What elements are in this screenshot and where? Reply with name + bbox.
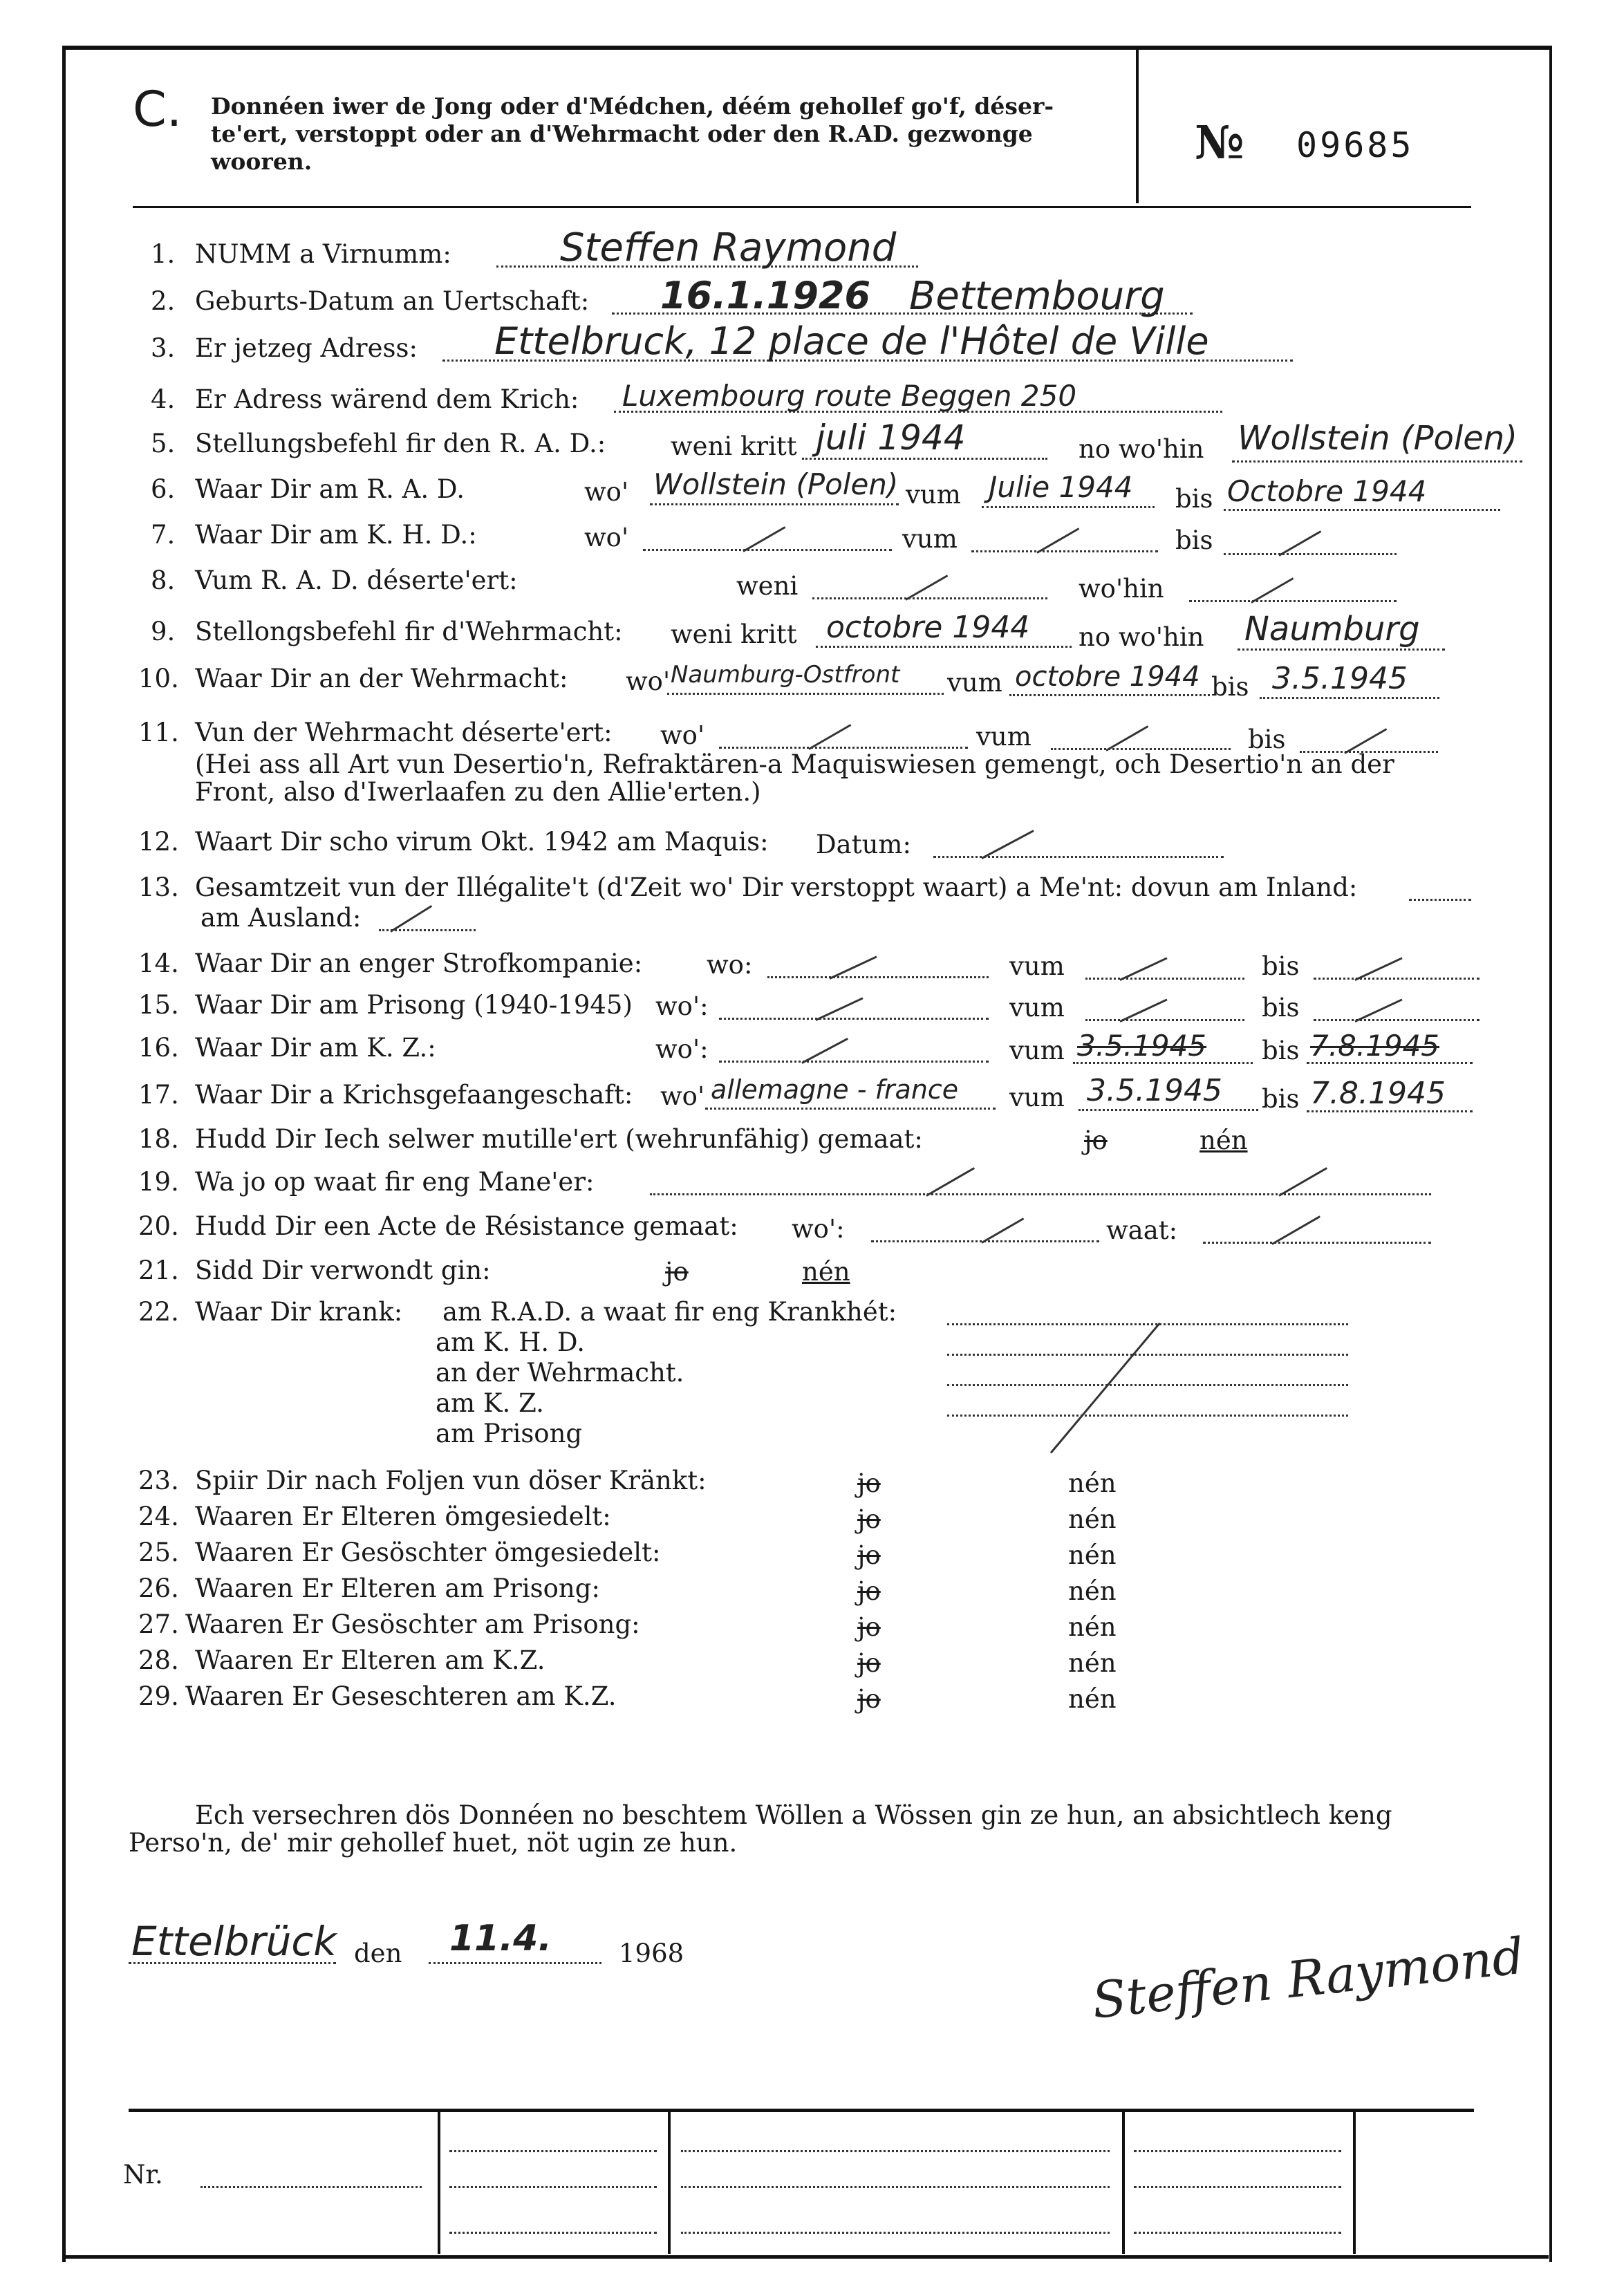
item-9-when-line xyxy=(816,646,1072,648)
item-17-wo: allemagne - france xyxy=(711,1074,959,1105)
item-28-jo: jo xyxy=(857,1648,881,1678)
item-11-wo-line xyxy=(719,747,968,749)
item-25-nen: nén xyxy=(1068,1540,1117,1570)
item-15-bis-line xyxy=(1314,1019,1479,1021)
item-5-where: Wollstein (Polen) xyxy=(1238,419,1518,458)
item-14-vum-label: vum xyxy=(1009,951,1065,981)
item-6-vum-line xyxy=(982,506,1155,508)
item-9-when: octobre 1944 xyxy=(826,610,1030,645)
item-10-bis-label: bis xyxy=(1211,672,1249,702)
item-27-num: 27. xyxy=(138,1609,179,1639)
item-21-num: 21. xyxy=(138,1256,179,1285)
item-8-weni-line xyxy=(812,597,1047,599)
item-26-num: 26. xyxy=(138,1574,179,1603)
item-20-num: 20. xyxy=(138,1211,179,1241)
item-15-vum-label: vum xyxy=(1009,993,1065,1023)
item-6-wo-line xyxy=(650,503,899,505)
item-16-wo-label: wo': xyxy=(655,1034,709,1064)
signature: Steffen Raymond xyxy=(1089,1926,1527,2030)
item-23-num: 23. xyxy=(138,1466,179,1495)
item-5-label: Stellungsbefehl fir den R. A. D.: xyxy=(195,429,606,458)
item-27-jo: jo xyxy=(857,1612,881,1642)
item-24-label: Waaren Er Elteren ömgesiedelt: xyxy=(195,1502,611,1531)
item-27-nen: nén xyxy=(1068,1612,1117,1642)
declaration-line2: Perso'n, de' mir gehollef huet, nöt ugin ze hun. xyxy=(129,1828,738,1858)
header-title-line3: wooren. xyxy=(211,148,312,175)
signature-place: Ettelbrück xyxy=(131,1918,337,1965)
item-10-vum-label: vum xyxy=(947,668,1002,698)
item-3-label: Er jetzeg Adress: xyxy=(195,333,418,363)
item-5-when-label: weni kritt xyxy=(671,431,797,461)
item-29-label: Waaren Er Geseschteren am K.Z. xyxy=(185,1681,617,1711)
item-28-num: 28. xyxy=(138,1645,179,1675)
item-24-nen: nén xyxy=(1068,1504,1117,1534)
item-23-nen: nén xyxy=(1068,1468,1117,1498)
item-10-vum: octobre 1944 xyxy=(1015,661,1200,693)
item-22-label: Waar Dir krank: xyxy=(195,1297,403,1327)
item-10-wo-label: wo' xyxy=(626,666,671,696)
item-3-value: Ettelbruck, 12 place de l'Hôtel de Ville xyxy=(494,319,1209,363)
item-22-kz: am K. Z. xyxy=(436,1388,544,1418)
item-29-num: 29. xyxy=(138,1681,179,1711)
footer-nr-label: Nr. xyxy=(123,2160,163,2190)
item-10-wo: Naumburg-Ostfront xyxy=(671,661,900,689)
date-line xyxy=(429,1962,601,1964)
item-1-value: Steffen Raymond xyxy=(560,225,897,270)
item-13-num: 13. xyxy=(138,872,179,902)
item-7-bis-label: bis xyxy=(1175,525,1213,555)
item-12-datum-line xyxy=(933,856,1224,858)
footer-nr-line xyxy=(200,2186,422,2188)
item-21-label: Sidd Dir verwondt gin: xyxy=(195,1256,491,1285)
item-7-wo-line xyxy=(643,549,892,551)
item-25-label: Waaren Er Gesöschter ömgesiedelt: xyxy=(195,1538,661,1567)
item-28-label: Waaren Er Elteren am K.Z. xyxy=(195,1645,545,1675)
item-8-wohin-label: wo'hin xyxy=(1079,574,1164,604)
signature-date: 11.4. xyxy=(449,1918,552,1959)
footer-col-1 xyxy=(438,2111,440,2254)
item-5-when-line xyxy=(802,458,1047,460)
item-5-num: 5. xyxy=(151,429,176,458)
item-7-bis-line xyxy=(1224,553,1397,555)
item-16-label: Waar Dir am K. Z.: xyxy=(195,1033,436,1063)
item-8-wohin-line xyxy=(1189,600,1397,602)
item-2-date: 16.1.1926 xyxy=(660,274,871,317)
item-18-nen: nén xyxy=(1199,1126,1248,1155)
item-7-num: 7. xyxy=(151,520,176,550)
item-15-wo-label: wo': xyxy=(655,991,709,1021)
item-8-num: 8. xyxy=(151,566,176,595)
item-22-line-4 xyxy=(947,1415,1348,1417)
item-13-ausland-label: am Ausland: xyxy=(200,903,362,933)
item-17-wo-label: wo' xyxy=(660,1081,705,1111)
place-line xyxy=(129,1962,336,1964)
item-26-nen: nén xyxy=(1068,1576,1117,1606)
item-6-bis-line xyxy=(1224,509,1500,511)
item-17-num: 17. xyxy=(138,1080,179,1110)
item-24-num: 24. xyxy=(138,1502,179,1531)
item-3-num: 3. xyxy=(151,333,176,363)
item-17-vum-line xyxy=(1079,1109,1258,1111)
item-22-rad: am R.A.D. a waat fir eng Krankhét: xyxy=(442,1297,897,1327)
item-7-vum-label: vum xyxy=(902,524,958,554)
item-17-bis: 7.8.1945 xyxy=(1310,1076,1446,1111)
item-18-jo: jo xyxy=(1084,1126,1108,1155)
item-4-num: 4. xyxy=(151,384,176,414)
item-9-num: 9. xyxy=(151,617,176,646)
item-11-note-line2: Front, also d'Iwerlaafen zu den Allie'erten.) xyxy=(195,777,761,807)
item-5-where-label: no wo'hin xyxy=(1079,434,1204,464)
header-divider xyxy=(1136,50,1139,203)
item-21-nen: nén xyxy=(802,1257,850,1287)
item-26-label: Waaren Er Elteren am Prisong: xyxy=(195,1574,600,1603)
item-17-label: Waar Dir a Krichsgefaangeschaft: xyxy=(195,1080,633,1110)
item-7-vum-line xyxy=(971,550,1158,552)
item-13-label: Gesamtzeit vun der Illégalite't (d'Zeit wo' Dir verstoppt waart) a Me'nt: dovun am Inland: xyxy=(195,872,1358,902)
item-4-label: Er Adress wärend dem Krich: xyxy=(195,384,579,414)
item-27-label: Waaren Er Gesöschter am Prisong: xyxy=(185,1609,640,1639)
declaration-line1: Ech versechren dös Donnéen no beschtem Wöllen a Wössen gin ze hun, an absichtlech keng xyxy=(195,1800,1392,1830)
item-20-waat-label: waat: xyxy=(1106,1215,1178,1245)
footer-top-rule xyxy=(129,2109,1474,2112)
header-title-line2: te'ert, verstoppt oder an d'Wehrmacht oder den R.AD. gezwonge xyxy=(211,120,1033,147)
item-17-vum: 3.5.1945 xyxy=(1087,1073,1222,1108)
item-10-bis: 3.5.1945 xyxy=(1272,661,1408,696)
item-16-vum-struck: 3.5.1945 xyxy=(1077,1029,1207,1063)
item-6-num: 6. xyxy=(151,474,176,504)
item-23-label: Spiir Dir nach Foljen vun döser Kränkt: xyxy=(195,1466,707,1495)
item-28-nen: nén xyxy=(1068,1648,1117,1678)
item-25-jo: jo xyxy=(857,1540,881,1570)
item-19-num: 19. xyxy=(138,1167,179,1197)
footer-bottom-rule xyxy=(62,2255,1549,2259)
item-14-bis-label: bis xyxy=(1262,951,1300,981)
item-15-vum-line xyxy=(1085,1019,1244,1021)
item-1-label: NUMM a Virnumm: xyxy=(195,239,451,269)
signature-year: 1968 xyxy=(619,1939,684,1968)
item-29-nen: nén xyxy=(1068,1684,1117,1714)
item-22-line-3 xyxy=(947,1384,1348,1386)
item-18-label: Hudd Dir Iech selwer mutille'ert (wehrunfähig) gemaat: xyxy=(195,1124,923,1154)
footer-cell-1c xyxy=(449,2232,657,2234)
item-16-num: 16. xyxy=(138,1033,179,1063)
item-2-num: 2. xyxy=(151,286,176,316)
footer-col-2 xyxy=(668,2111,671,2254)
item-15-label: Waar Dir am Prisong (1940-1945) xyxy=(195,990,633,1020)
item-16-bis-label: bis xyxy=(1262,1036,1300,1065)
footer-cell-3c xyxy=(1134,2232,1341,2234)
item-19-line xyxy=(650,1193,1431,1195)
item-18-num: 18. xyxy=(138,1124,179,1154)
item-22-wehr: an der Wehrmacht. xyxy=(436,1358,684,1388)
item-22-num: 22. xyxy=(138,1297,179,1327)
item-11-bis-label: bis xyxy=(1248,725,1286,754)
item-2-label: Geburts-Datum an Uertschaft: xyxy=(195,286,590,316)
form-number: 09685 xyxy=(1296,125,1415,165)
item-23-jo: jo xyxy=(857,1468,881,1498)
item-6-vum-label: vum xyxy=(906,480,961,510)
footer-cell-3a xyxy=(1134,2150,1341,2152)
item-6-wo-label: wo' xyxy=(584,477,629,507)
item-6-vum: Julie 1944 xyxy=(989,470,1133,504)
item-12-datum-label: Datum: xyxy=(816,830,911,859)
item-14-num: 14. xyxy=(138,949,179,978)
den-label: den xyxy=(354,1939,402,1968)
item-22-prisong: am Prisong xyxy=(436,1419,583,1448)
header-title-line1: Donnéen iwer de Jong oder d'Médchen, déém gehollef go'f, déser- xyxy=(211,93,1054,120)
footer-cell-2b xyxy=(681,2186,1110,2188)
section-letter: C. xyxy=(133,81,183,138)
item-15-wo-line xyxy=(719,1018,989,1020)
item-2-place: Bettembourg xyxy=(909,274,1165,319)
footer-cell-1a xyxy=(449,2150,657,2152)
item-10-label: Waar Dir an der Wehrmacht: xyxy=(195,664,568,693)
item-22-line-1 xyxy=(947,1323,1348,1325)
item-16-bis-struck: 7.8.1945 xyxy=(1310,1029,1440,1063)
item-10-vum-line xyxy=(1009,694,1210,696)
item-9-where-line xyxy=(1238,648,1445,651)
item-9-label: Stellongsbefehl fir d'Wehrmacht: xyxy=(195,617,623,646)
item-16-vum-label: vum xyxy=(1009,1036,1065,1065)
item-24-jo: jo xyxy=(857,1504,881,1534)
item-20-waat-line xyxy=(1203,1242,1431,1244)
footer-cell-3b xyxy=(1134,2186,1341,2188)
item-12-label: Waart Dir scho virum Okt. 1942 am Maquis: xyxy=(195,827,769,857)
item-19-label: Wa jo op waat fir eng Mane'er: xyxy=(195,1167,595,1197)
item-11-wo-label: wo' xyxy=(660,720,705,750)
item-13-inland-line xyxy=(1409,899,1471,901)
item-11-vum-label: vum xyxy=(976,722,1031,752)
item-14-wo-line xyxy=(767,976,989,978)
item-10-bis-line xyxy=(1260,697,1439,699)
item-11-num: 11. xyxy=(138,718,179,747)
item-7-label: Waar Dir am K. H. D.: xyxy=(195,520,477,550)
item-16-wo-line xyxy=(719,1061,989,1063)
item-10-num: 10. xyxy=(138,664,179,693)
item-5-when: juli 1944 xyxy=(816,418,966,458)
item-8-label: Vum R. A. D. déserte'ert: xyxy=(195,566,518,595)
item-11-label: Vun der Wehrmacht déserte'ert: xyxy=(195,718,613,747)
item-14-wo-label: wo: xyxy=(707,950,753,980)
item-20-label: Hudd Dir een Acte de Résistance gemaat: xyxy=(195,1211,738,1241)
item-10-wo-line xyxy=(667,693,944,695)
item-17-vum-label: vum xyxy=(1009,1083,1065,1112)
header-underline xyxy=(133,206,1471,208)
item-14-label: Waar Dir an enger Strofkompanie: xyxy=(195,949,643,978)
item-9-where: Naumburg xyxy=(1244,610,1420,648)
number-sign: № xyxy=(1195,115,1244,169)
item-5-where-line xyxy=(1232,460,1522,463)
item-26-jo: jo xyxy=(857,1576,881,1606)
item-25-num: 25. xyxy=(138,1538,179,1567)
item-22-khd: am K. H. D. xyxy=(436,1327,585,1357)
footer-col-4 xyxy=(1353,2111,1356,2254)
item-15-bis-label: bis xyxy=(1262,993,1300,1023)
item-9-where-label: no wo'hin xyxy=(1079,622,1204,652)
item-7-wo-label: wo' xyxy=(584,523,629,552)
item-12-num: 12. xyxy=(138,827,179,857)
item-14-bis-line xyxy=(1314,978,1479,980)
footer-cell-1b xyxy=(449,2186,657,2188)
item-29-jo: jo xyxy=(857,1684,881,1714)
item-22-line-2 xyxy=(947,1354,1348,1356)
item-1-num: 1. xyxy=(151,239,176,269)
item-6-label: Waar Dir am R. A. D. xyxy=(195,474,465,504)
item-20-wo-label: wo': xyxy=(792,1214,845,1244)
footer-cell-2a xyxy=(681,2150,1110,2152)
item-17-wo-line xyxy=(705,1108,996,1110)
item-4-value: Luxembourg route Beggen 250 xyxy=(622,379,1077,413)
item-8-weni-label: weni xyxy=(736,571,799,601)
item-6-wo: Wollstein (Polen) xyxy=(653,467,899,501)
item-9-when-label: weni kritt xyxy=(671,619,797,649)
item-21-jo: jo xyxy=(665,1257,689,1287)
item-17-bis-label: bis xyxy=(1262,1084,1300,1114)
footer-cell-2c xyxy=(681,2232,1110,2234)
item-6-bis-label: bis xyxy=(1175,484,1213,514)
item-6-bis: Octobre 1944 xyxy=(1227,474,1427,508)
item-11-note-line1: (Hei ass all Art vun Desertio'n, Refraktären-a Maquiswiesen gemengt, och Desertio'n an der xyxy=(195,749,1394,779)
footer-col-3 xyxy=(1122,2111,1125,2254)
item-14-vum-line xyxy=(1085,978,1244,980)
item-15-num: 15. xyxy=(138,990,179,1020)
